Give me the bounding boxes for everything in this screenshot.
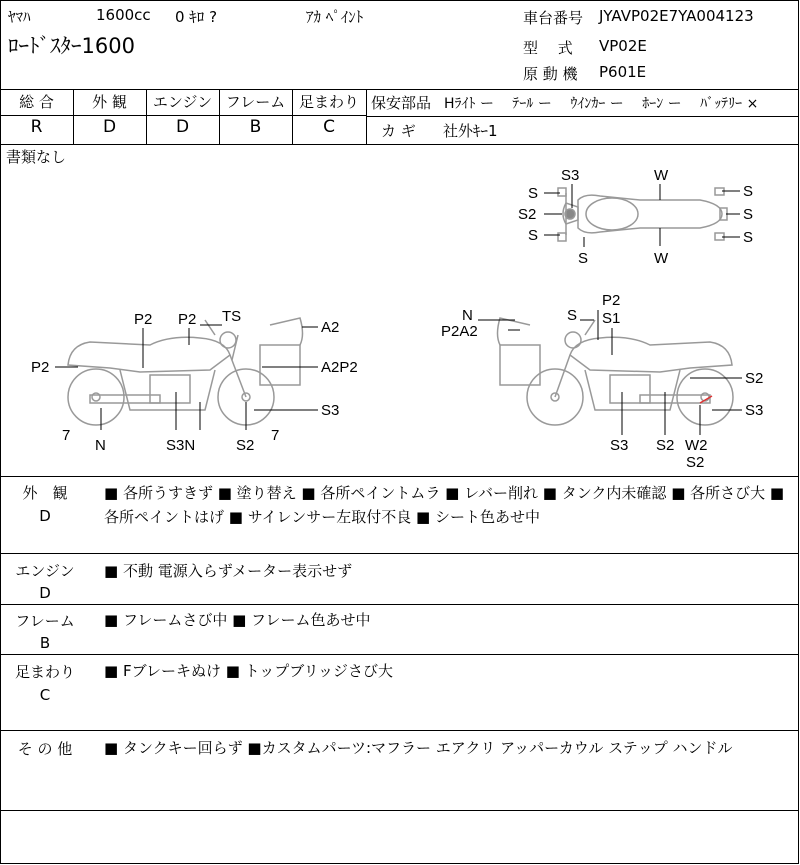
- right-side-leaders: [478, 310, 742, 435]
- remark-divider: [0, 654, 799, 655]
- diagram-label: S: [528, 227, 539, 244]
- remark-grade-suspension: C: [39, 686, 51, 704]
- left-side-labels: [31, 308, 358, 454]
- diagram-label: S2: [236, 437, 255, 454]
- diagram-label: S1: [602, 310, 621, 327]
- diagram-label: N: [462, 307, 473, 324]
- chassis-value: JYAVP02E7YA004123: [599, 7, 754, 25]
- remark-grade-engine: D: [39, 584, 51, 602]
- diagram-label: W2: [685, 437, 708, 454]
- diagram-label: P2: [602, 292, 621, 309]
- top-view-labels: [518, 167, 753, 267]
- grade-overall: R: [30, 117, 43, 137]
- grade-bottom-line: [0, 144, 799, 145]
- remark-label-engine: エンジン: [15, 562, 75, 580]
- remark-grade-frame: B: [39, 634, 51, 652]
- diagram-label: S3: [610, 437, 629, 454]
- documents-note: 書類なし: [6, 148, 67, 166]
- diagram-label: P2: [31, 359, 50, 376]
- right-side-labels: [441, 292, 763, 471]
- remarks-bottom-line: [0, 810, 799, 811]
- diagram-label: S2: [686, 454, 705, 471]
- diagram-label: S3: [321, 402, 340, 419]
- remark-label-exterior: 外 観: [22, 484, 68, 502]
- model-name: ﾛｰﾄﾞｽﾀｰ1600: [8, 34, 135, 58]
- grade-mid-line: [0, 115, 366, 116]
- engine-value: P601E: [599, 63, 647, 81]
- maker: ﾔﾏﾊ: [8, 8, 31, 26]
- safety-items: Hﾗｲﾄ ー ﾃｰﾙ ー ｳｲﾝｶｰ ー ﾎｰﾝ ー ﾊﾞｯﾃﾘｰ ×: [444, 96, 759, 112]
- grade-engine: D: [175, 117, 190, 137]
- remark-label-other: そ の 他: [17, 740, 73, 758]
- grade-top-line: [0, 89, 799, 90]
- displacement: 1600cc: [96, 6, 151, 24]
- left-side-leaders: [55, 325, 318, 430]
- grade-header-frame: フレーム: [225, 93, 286, 111]
- diagram-label: P2: [134, 311, 153, 328]
- grade-suspension: C: [323, 117, 335, 137]
- diagram-label: S: [528, 185, 539, 202]
- diagram-label: S3N: [166, 437, 196, 454]
- grade-exterior: D: [102, 117, 117, 137]
- remark-grade-exterior: D: [39, 507, 51, 525]
- diagram-label: S3: [561, 167, 580, 184]
- grade-divider: [366, 89, 367, 144]
- mileage: 0 ｷﾛ ?: [175, 8, 218, 26]
- remarks-top-line: [0, 476, 799, 477]
- safety-label: 保安部品: [371, 94, 432, 112]
- diagram-label: W: [654, 167, 669, 184]
- diagram-label: S: [578, 250, 589, 267]
- damage-diagram: [0, 160, 800, 478]
- diagram-label: S: [743, 183, 754, 200]
- top-view-bike: [558, 188, 727, 241]
- remark-text-engine: ■ 不動 電源入らずメーター表示せず: [104, 562, 353, 580]
- diagram-label: S: [567, 307, 578, 324]
- diagram-label: 7: [271, 427, 280, 444]
- remark-label-frame: フレーム: [15, 612, 75, 630]
- diagram-label: A2P2: [321, 359, 358, 376]
- remark-text-suspension: ■ Fブレーキぬけ ■ トップブリッジさび大: [104, 662, 394, 680]
- diagram-label: N: [95, 437, 106, 454]
- remark-text-other: ■ タンクキー回らず ■カスタムパーツ:マフラー エアクリ アッパーカウル ステップ ハンドル: [104, 739, 733, 757]
- left-side-bike: [68, 318, 303, 425]
- grade-frame: B: [249, 117, 262, 137]
- diagram-label: P2: [178, 311, 197, 328]
- chassis-label: 車台番号: [523, 9, 584, 27]
- engine-label: 原 動 機: [523, 65, 578, 83]
- key-value: 社外ｷｰ1: [443, 122, 498, 140]
- grade-header-engine: エンジン: [152, 93, 213, 111]
- diagram-label: S: [743, 229, 754, 246]
- diagram-label: S2: [518, 206, 537, 223]
- diagram-label: 7: [62, 427, 71, 444]
- remark-divider: [0, 553, 799, 554]
- remark-text-exterior: ■ 各所うすきず ■ 塗り替え ■ 各所ペイントムラ ■ レバー削れ ■ タンク内未確認 ■ 各所さび大 ■ 各所ペイントはげ ■ サイレンサー左取付不良 ■ シート色あせ中: [104, 484, 785, 526]
- grade-header-suspension: 足まわり: [298, 93, 359, 111]
- diagram-label: A2: [321, 319, 340, 336]
- type-label: 型 式: [523, 39, 573, 57]
- grade-header-overall: 総 合: [19, 93, 54, 111]
- diagram-label: S: [743, 206, 754, 223]
- remark-text-frame: ■ フレームさび中 ■ フレーム色あせ中: [104, 611, 371, 629]
- diagram-label: S3: [745, 402, 764, 419]
- diagram-label: W: [654, 250, 669, 267]
- remark-divider: [0, 730, 799, 731]
- diagram-label: S2: [656, 437, 675, 454]
- diagram-label: P2A2: [441, 323, 478, 340]
- paint: ｱｶ ﾍﾟｲﾝﾄ: [306, 8, 364, 26]
- grade-header-exterior: 外 観: [92, 93, 127, 111]
- safety-mid-line: [366, 116, 799, 117]
- right-side-bike: [498, 318, 734, 425]
- diagram-label: TS: [222, 308, 242, 325]
- key-label: カ ギ: [381, 122, 416, 140]
- diagram-label: S2: [745, 370, 764, 387]
- remark-divider: [0, 604, 799, 605]
- type-value: VP02E: [599, 37, 647, 55]
- remark-label-suspension: 足まわり: [14, 663, 75, 681]
